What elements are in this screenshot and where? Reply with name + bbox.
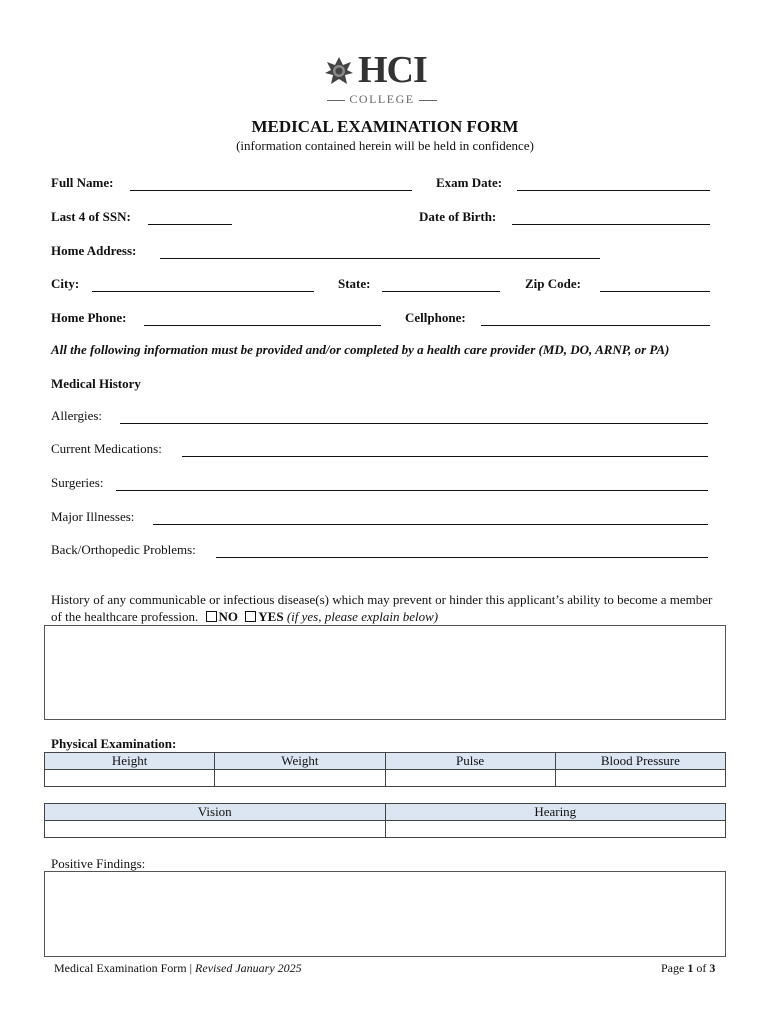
back-problems-field[interactable] <box>216 557 708 558</box>
medications-field[interactable] <box>182 456 708 457</box>
no-checkbox[interactable] <box>206 611 217 622</box>
provider-note: All the following information must be provided and/or completed by a health care provider (MD, DO, ARNP, or PA) <box>51 342 670 357</box>
state-label: State: <box>338 276 371 291</box>
exam-date-field[interactable] <box>517 190 710 191</box>
full-name-label: Full Name: <box>51 175 114 190</box>
positive-findings-box[interactable] <box>44 871 726 957</box>
surgeries-label: Surgeries: <box>51 475 104 490</box>
positive-findings-label: Positive Findings: <box>51 856 146 871</box>
yes-checkbox[interactable] <box>245 611 256 622</box>
hearing-header: Hearing <box>385 804 726 821</box>
dob-label: Date of Birth: <box>419 209 497 224</box>
communicable-disease-question: History of any communicable or infectious disease(s) which may prevent or hinder this applicant’s ability to become a member of the healthcare profession. NO YES (if yes, please explain below) <box>51 592 713 624</box>
form-title: MEDICAL EXAMINATION FORM <box>251 117 519 136</box>
explanation-box[interactable] <box>44 625 726 720</box>
home-address-field[interactable] <box>160 258 600 259</box>
home-phone-label: Home Phone: <box>51 310 127 325</box>
form-subtitle: (information contained herein will be held in confidence) <box>236 138 534 153</box>
home-address-label: Home Address: <box>51 243 137 258</box>
allergies-field[interactable] <box>120 423 708 424</box>
pulse-cell[interactable] <box>385 770 555 787</box>
city-label: City: <box>51 276 80 291</box>
maltese-cross-icon <box>324 56 354 86</box>
pulse-header: Pulse <box>385 753 555 770</box>
footer-revised: Revised January 2025 <box>195 961 302 975</box>
medications-label: Current Medications: <box>51 441 162 456</box>
footer-page-number: Page 1 of 3 <box>661 961 716 975</box>
ssn-field[interactable] <box>148 224 232 225</box>
hearing-cell[interactable] <box>385 821 726 838</box>
allergies-label: Allergies: <box>51 408 103 423</box>
ssn-label: Last 4 of SSN: <box>51 209 131 224</box>
vision-cell[interactable] <box>45 821 386 838</box>
no-label: NO <box>218 609 239 624</box>
vision-hearing-table <box>44 803 726 838</box>
exam-date-label: Exam Date: <box>436 175 503 190</box>
footer-form-name: Medical Examination Form | Revised January 2025 <box>54 961 302 975</box>
physical-exam-table <box>44 752 726 787</box>
cellphone-field[interactable] <box>481 325 710 326</box>
blood-pressure-cell[interactable] <box>555 770 725 787</box>
surgeries-field[interactable] <box>116 490 708 491</box>
yes-label: YES <box>258 609 284 624</box>
zip-label: Zip Code: <box>525 276 581 291</box>
height-header: Height <box>45 753 215 770</box>
weight-header: Weight <box>215 753 385 770</box>
hci-college-logo <box>320 49 444 110</box>
logo-brand-text: HCI <box>358 49 427 91</box>
weight-cell[interactable] <box>215 770 385 787</box>
explain-note: (if yes, please explain below) <box>286 609 439 624</box>
physical-exam-heading: Physical Examination: <box>51 736 177 751</box>
zip-field[interactable] <box>600 291 710 292</box>
state-field[interactable] <box>382 291 500 292</box>
dob-field[interactable] <box>512 224 710 225</box>
blood-pressure-header: Blood Pressure <box>555 753 725 770</box>
cellphone-label: Cellphone: <box>405 310 466 325</box>
home-phone-field[interactable] <box>144 325 381 326</box>
logo-subtitle: COLLEGE <box>320 92 444 107</box>
illnesses-field[interactable] <box>153 524 708 525</box>
full-name-field[interactable] <box>130 190 412 191</box>
illnesses-label: Major Illnesses: <box>51 509 135 524</box>
city-field[interactable] <box>92 291 314 292</box>
medical-history-heading: Medical History <box>51 376 141 391</box>
height-cell[interactable] <box>45 770 215 787</box>
back-problems-label: Back/Orthopedic Problems: <box>51 542 196 557</box>
vision-header: Vision <box>45 804 386 821</box>
